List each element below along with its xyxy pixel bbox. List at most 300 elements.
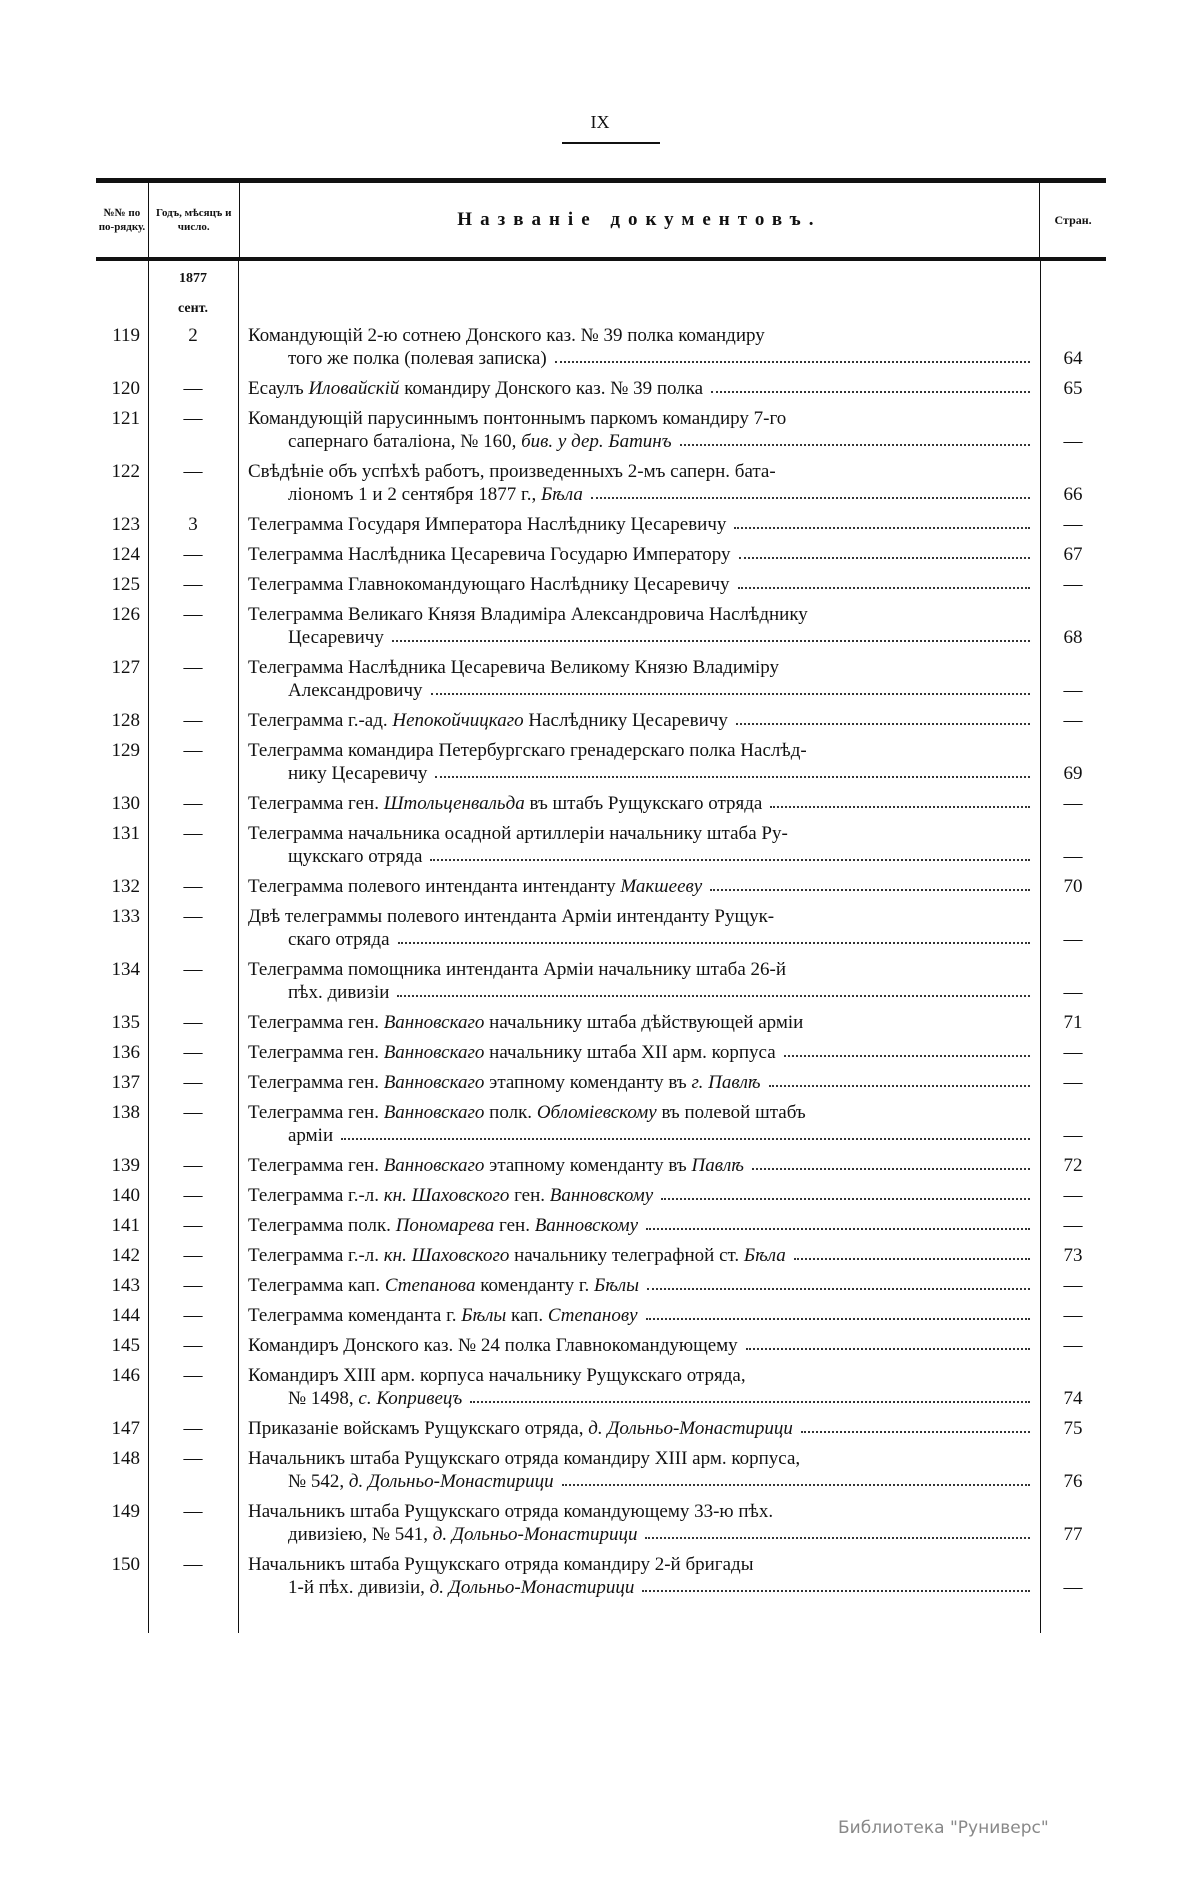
text-segment: Телеграмма полевого интенданта интенданту	[248, 876, 621, 897]
header-date: Годъ, мѣсяцъ и число.	[149, 183, 240, 257]
italic-name: Ванновскаго	[383, 1012, 485, 1033]
header-title: Названіе документовъ.	[240, 183, 1041, 257]
text-segment: Телеграмма коменданта г.	[248, 1305, 462, 1326]
text-segment: Телеграмма ген.	[248, 1102, 384, 1123]
text-segment: Телеграмма Наслѣдника Цесаревича Великому Князю Владиміру	[248, 657, 780, 678]
text-segment: Телеграмма ген.	[248, 1072, 384, 1093]
dot-leader	[430, 845, 1030, 861]
table-row	[96, 1008, 1106, 1038]
document-title	[238, 1301, 1040, 1331]
row-number: 147	[111, 1418, 140, 1439]
row-page: 70	[1063, 876, 1083, 897]
document-title	[238, 1497, 1040, 1550]
text-segment: пѣх. дивизіи	[288, 982, 390, 1003]
italic-name: Ванновскаго	[383, 1102, 485, 1123]
row-date: —	[183, 604, 203, 625]
italic-name: Бѣла	[540, 484, 583, 505]
row-date: —	[183, 461, 203, 482]
title-line	[248, 958, 1030, 981]
table-row	[96, 1068, 1106, 1098]
text-segment: Командующій 2-ю сотнею Донского каз. № 39 полка командиру	[248, 325, 765, 346]
title-line	[248, 1214, 1030, 1237]
text-segment: Телеграмма ген.	[248, 793, 384, 814]
title-line	[248, 709, 1030, 732]
table-row	[96, 510, 1106, 540]
row-date: —	[183, 710, 203, 731]
row-date: —	[183, 1275, 203, 1296]
italic-name: Пономарева	[395, 1215, 495, 1236]
row-number: 128	[111, 710, 140, 731]
text-segment: нику Цесаревичу	[288, 763, 428, 784]
title-line	[248, 679, 1030, 702]
title-line	[248, 1304, 1030, 1327]
text-segment: 1-й пѣх. дивизіи,	[288, 1577, 430, 1598]
table-row	[96, 1331, 1106, 1361]
row-date: —	[183, 1448, 203, 1469]
title-line	[248, 1523, 1030, 1546]
row-page: —	[1063, 1335, 1083, 1356]
title-line	[248, 1470, 1030, 1493]
row-page: —	[1063, 1125, 1083, 1146]
document-title	[238, 706, 1040, 736]
row-number: 137	[111, 1072, 140, 1093]
row-date: —	[183, 823, 203, 844]
italic-name: Бѣлы	[594, 1275, 640, 1296]
row-number: 143	[111, 1275, 140, 1296]
text-segment: Телеграмма ген.	[248, 1155, 384, 1176]
row-page: —	[1063, 1185, 1083, 1206]
title-line	[248, 460, 1030, 483]
row-date: —	[183, 1102, 203, 1123]
text-segment: Приказаніе войскамъ Рущукскаго отряда,	[248, 1418, 589, 1439]
row-number: 134	[111, 959, 140, 980]
text-segment: начальнику штаба дѣйствующей арміи	[484, 1012, 804, 1033]
text-segment: этапному коменданту въ	[484, 1072, 692, 1093]
text-segment: Двѣ телеграммы полевого интенданта Арміи интенданту Рущук-	[248, 906, 775, 927]
text-segment: щукскаго отряда	[288, 846, 423, 867]
table-body	[96, 261, 1106, 1633]
document-title	[238, 457, 1040, 510]
row-number: 119	[112, 325, 140, 346]
italic-name: Бѣла	[743, 1245, 786, 1266]
column-divider	[238, 261, 239, 1633]
row-number: 136	[111, 1042, 140, 1063]
text-segment: Командиръ XIII арм. корпуса начальнику Рущукскаго отряда,	[248, 1365, 746, 1386]
row-page: 76	[1063, 1471, 1083, 1492]
row-number: 126	[111, 604, 140, 625]
row-number: 120	[111, 378, 140, 399]
row-page: —	[1063, 1215, 1083, 1236]
italic-name: Ванновскому	[549, 1185, 654, 1206]
title-line	[248, 483, 1030, 506]
row-date: —	[183, 1305, 203, 1326]
title-line	[248, 1071, 1030, 1094]
row-number: 129	[111, 740, 140, 761]
row-number: 130	[111, 793, 140, 814]
title-line	[248, 822, 1030, 845]
italic-name: Обломіевскому	[536, 1102, 657, 1123]
text-segment: Телеграмма помощника интенданта Арміи начальнику штаба 26-й	[248, 959, 786, 980]
text-segment: Телеграмма кап.	[248, 1275, 385, 1296]
italic-name: Ванновскаго	[383, 1042, 485, 1063]
text-segment: полк.	[484, 1102, 537, 1123]
text-segment: Начальникъ штаба Рущукскаго отряда командиру 2-й бригады	[248, 1554, 754, 1575]
dot-leader	[647, 1274, 1030, 1290]
text-segment: Телеграмма г.-ад.	[248, 710, 393, 731]
contents-table	[96, 178, 1106, 1633]
row-date: —	[183, 906, 203, 927]
dot-leader	[770, 792, 1030, 808]
row-page: 64	[1063, 348, 1083, 369]
title-line	[248, 739, 1030, 762]
row-date: —	[183, 378, 203, 399]
title-line	[248, 875, 1030, 898]
row-page: 65	[1063, 378, 1083, 399]
row-page: 69	[1063, 763, 1083, 784]
title-line	[248, 1274, 1030, 1297]
text-segment: въ штабъ Рущукскаго отряда	[524, 793, 763, 814]
document-title	[238, 902, 1040, 955]
dot-leader	[746, 1334, 1030, 1350]
row-number: 146	[111, 1365, 140, 1386]
row-page: —	[1063, 680, 1083, 701]
title-line	[248, 573, 1030, 596]
text-segment: Свѣдѣніе объ успѣхѣ работъ, произведенныхъ 2-мъ саперн. бата-	[248, 461, 776, 482]
title-line	[248, 656, 1030, 679]
dot-leader	[392, 626, 1030, 642]
row-number: 148	[111, 1448, 140, 1469]
title-line	[248, 1500, 1030, 1523]
document-title	[238, 1098, 1040, 1151]
column-divider	[148, 261, 149, 1633]
table-header	[96, 183, 1106, 261]
row-number: 123	[111, 514, 140, 535]
text-segment: Наслѣднику Цесаревичу	[523, 710, 728, 731]
document-title	[238, 1038, 1040, 1068]
row-date: 2	[188, 325, 198, 346]
title-line	[248, 1447, 1030, 1470]
title-line	[248, 1387, 1030, 1410]
text-segment: арміи	[288, 1125, 334, 1146]
dot-leader	[435, 762, 1030, 778]
text-segment: Командиръ Донского каз. № 24 полка Главнокомандующему	[248, 1335, 738, 1356]
row-date: —	[183, 1501, 203, 1522]
title-line	[248, 981, 1030, 1004]
title-line	[248, 626, 1030, 649]
month: сент.	[178, 301, 208, 316]
dot-leader	[738, 573, 1030, 589]
title-line	[248, 1553, 1030, 1576]
italic-name: д. Дольньо-Монастирици	[348, 1471, 554, 1492]
row-page: —	[1063, 929, 1083, 950]
row-date: —	[183, 544, 203, 565]
row-page: —	[1063, 574, 1083, 595]
document-title	[238, 1008, 1040, 1038]
row-number: 121	[111, 408, 140, 429]
italic-name: Ванновскаго	[383, 1155, 485, 1176]
text-segment: Телеграмма Государя Императора Наслѣднику Цесаревичу	[248, 514, 727, 535]
dot-leader	[562, 1470, 1030, 1486]
row-number: 150	[111, 1554, 140, 1575]
title-line	[248, 1154, 1030, 1177]
table-row	[96, 706, 1106, 736]
document-title	[238, 1550, 1040, 1603]
table-row	[96, 955, 1106, 1008]
document-title	[238, 1444, 1040, 1497]
title-line	[248, 1364, 1030, 1387]
italic-name: Штольценвальда	[383, 793, 525, 814]
row-page: 77	[1063, 1524, 1083, 1545]
document-title	[238, 1181, 1040, 1211]
row-number: 133	[111, 906, 140, 927]
text-segment: ліономъ 1 и 2 сентября 1877 г.,	[288, 484, 541, 505]
text-segment: Командующій парусиннымъ понтоннымъ паркомъ командиру 7-го	[248, 408, 787, 429]
document-title	[238, 404, 1040, 457]
text-segment: Телеграмма командира Петербургскаго гренадерскаго полка Наслѣд-	[248, 740, 807, 761]
dot-leader	[646, 1304, 1030, 1320]
document-title	[238, 540, 1040, 570]
document-title	[238, 1151, 1040, 1181]
title-line	[248, 1576, 1030, 1599]
title-line	[248, 377, 1030, 400]
year: 1877	[179, 271, 207, 286]
table-row	[96, 1414, 1106, 1444]
table-row	[96, 902, 1106, 955]
italic-name: г. Павлѣ	[691, 1072, 761, 1093]
row-number: 125	[111, 574, 140, 595]
dot-leader	[794, 1244, 1030, 1260]
italic-name: бив. у дер. Батинъ	[521, 431, 672, 452]
title-line	[248, 1417, 1030, 1440]
dot-leader	[642, 1576, 1030, 1592]
row-page: 75	[1063, 1418, 1083, 1439]
text-segment: Александровичу	[288, 680, 423, 701]
watermark: Библиотека "Руниверс"	[838, 1818, 1049, 1838]
row-number: 141	[111, 1215, 140, 1236]
dot-leader	[711, 377, 1030, 393]
dot-leader	[801, 1417, 1030, 1433]
table-row	[96, 570, 1106, 600]
dot-leader	[752, 1154, 1030, 1170]
row-number: 124	[111, 544, 140, 565]
month-row	[96, 291, 1106, 321]
table-row	[96, 1444, 1106, 1497]
dot-leader	[769, 1071, 1030, 1087]
title-line	[248, 324, 1030, 347]
title-line	[248, 845, 1030, 868]
document-title	[238, 1241, 1040, 1271]
italic-name: Макшееву	[620, 876, 703, 897]
title-line	[248, 792, 1030, 815]
table-row	[96, 1550, 1106, 1603]
row-date: —	[183, 1185, 203, 1206]
text-segment: ген.	[509, 1185, 550, 1206]
row-date: —	[183, 657, 203, 678]
row-page: 74	[1063, 1388, 1083, 1409]
document-title	[238, 1414, 1040, 1444]
text-segment: Цесаревичу	[288, 627, 384, 648]
year-row	[96, 261, 1106, 291]
dot-leader	[710, 875, 1030, 891]
row-page: —	[1063, 710, 1083, 731]
text-segment: Телеграмма начальника осадной артиллеріи начальнику штаба Ру-	[248, 823, 788, 844]
row-number: 122	[111, 461, 140, 482]
title-line	[248, 347, 1030, 370]
text-segment: Телеграмма Наслѣдника Цесаревича Государю Императору	[248, 544, 731, 565]
italic-name: с. Копривецъ	[358, 1388, 463, 1409]
dot-leader	[431, 679, 1030, 695]
title-line	[248, 762, 1030, 785]
row-number: 138	[111, 1102, 140, 1123]
title-line	[248, 603, 1030, 626]
title-line	[248, 513, 1030, 536]
document-title	[238, 955, 1040, 1008]
row-date: —	[183, 1554, 203, 1575]
table-row	[96, 819, 1106, 872]
row-page: —	[1063, 1072, 1083, 1093]
table-row	[96, 1241, 1106, 1271]
table-row	[96, 736, 1106, 789]
text-segment: Телеграмма ген.	[248, 1012, 384, 1033]
title-line	[248, 928, 1030, 951]
title-line	[248, 1011, 1030, 1034]
table-row	[96, 1301, 1106, 1331]
title-line	[248, 430, 1030, 453]
table-row	[96, 1361, 1106, 1414]
row-page: —	[1063, 982, 1083, 1003]
italic-name: Ванновскаго	[383, 1072, 485, 1093]
title-line	[248, 1101, 1030, 1124]
italic-name: д. Дольньо-Монастирици	[432, 1524, 638, 1545]
text-segment: Начальникъ штаба Рущукскаго отряда командующему 33-ю пѣх.	[248, 1501, 774, 1522]
italic-name: д. Дольньо-Монастирици	[429, 1577, 635, 1598]
row-page: —	[1063, 1275, 1083, 1296]
table-row	[96, 540, 1106, 570]
table-row	[96, 872, 1106, 902]
table-row	[96, 1151, 1106, 1181]
italic-name: Бѣлы	[461, 1305, 507, 1326]
table-row	[96, 321, 1106, 374]
row-number: 144	[111, 1305, 140, 1326]
row-date: —	[183, 959, 203, 980]
italic-name: кн. Шаховского	[383, 1245, 510, 1266]
row-date: —	[183, 1215, 203, 1236]
row-date: —	[183, 1418, 203, 1439]
row-page: —	[1063, 793, 1083, 814]
row-date: —	[183, 1335, 203, 1356]
text-segment: № 542,	[288, 1471, 349, 1492]
italic-name: Иловайскій	[308, 378, 400, 399]
document-title	[238, 321, 1040, 374]
row-page: —	[1063, 1042, 1083, 1063]
document-title	[238, 1331, 1040, 1361]
row-page: —	[1063, 431, 1083, 452]
row-page: 71	[1063, 1012, 1083, 1033]
page-number-rule	[562, 142, 660, 144]
document-title	[238, 570, 1040, 600]
row-date: 3	[188, 514, 198, 535]
row-date: —	[183, 1245, 203, 1266]
text-segment: начальнику телеграфной ст.	[509, 1245, 744, 1266]
row-page: 72	[1063, 1155, 1083, 1176]
italic-name: Павлѣ	[691, 1155, 744, 1176]
row-date: —	[183, 740, 203, 761]
dot-leader	[734, 513, 1030, 529]
title-line	[248, 1124, 1030, 1147]
row-date: —	[183, 574, 203, 595]
title-line	[248, 1041, 1030, 1064]
column-divider	[1040, 261, 1041, 1633]
dot-leader	[646, 1214, 1030, 1230]
row-page: 73	[1063, 1245, 1083, 1266]
table-row	[96, 1038, 1106, 1068]
text-segment: ген.	[494, 1215, 535, 1236]
row-page: 67	[1063, 544, 1083, 565]
document-title	[238, 600, 1040, 653]
text-segment: сапернаго баталіона, № 160,	[288, 431, 522, 452]
text-segment: № 1498,	[288, 1388, 359, 1409]
text-segment: коменданту г.	[475, 1275, 594, 1296]
row-number: 140	[111, 1185, 140, 1206]
italic-name: Степанова	[384, 1275, 476, 1296]
document-title	[238, 1211, 1040, 1241]
italic-name: Степанову	[547, 1305, 638, 1326]
document-title	[238, 1068, 1040, 1098]
row-date: —	[183, 1072, 203, 1093]
title-line	[248, 1334, 1030, 1357]
text-segment: командиру Донского каз. № 39 полка	[399, 378, 704, 399]
row-number: 131	[111, 823, 140, 844]
dot-leader	[470, 1387, 1030, 1403]
dot-leader	[555, 347, 1030, 363]
row-page: 68	[1063, 627, 1083, 648]
row-date: —	[183, 1012, 203, 1033]
text-segment: дивизіею, № 541,	[288, 1524, 433, 1545]
title-line	[248, 407, 1030, 430]
dot-leader	[739, 543, 1030, 559]
dot-leader	[736, 709, 1030, 725]
row-number: 132	[111, 876, 140, 897]
table-row	[96, 789, 1106, 819]
row-date: —	[183, 1365, 203, 1386]
title-line	[248, 905, 1030, 928]
row-number: 145	[111, 1335, 140, 1356]
document-title	[238, 819, 1040, 872]
row-page: —	[1063, 1305, 1083, 1326]
text-segment: Телеграмма г.-л.	[248, 1245, 384, 1266]
table-row	[96, 457, 1106, 510]
page-number: IX	[590, 112, 610, 132]
text-segment: Начальникъ штаба Рущукскаго отряда командиру XIII арм. корпуса,	[248, 1448, 801, 1469]
text-segment: Телеграмма полк.	[248, 1215, 396, 1236]
row-number: 142	[111, 1245, 140, 1266]
text-segment: Есаулъ	[248, 378, 309, 399]
dot-leader	[398, 928, 1030, 944]
table-row	[96, 1098, 1106, 1151]
italic-name: кн. Шаховского	[383, 1185, 510, 1206]
document-title	[238, 872, 1040, 902]
text-segment: Телеграмма Великаго Князя Владиміра Александровича Наслѣднику	[248, 604, 808, 625]
row-number: 149	[111, 1501, 140, 1522]
document-title	[238, 789, 1040, 819]
text-segment: Телеграмма ген.	[248, 1042, 384, 1063]
table-row	[96, 1211, 1106, 1241]
row-date: —	[183, 876, 203, 897]
row-number: 135	[111, 1012, 140, 1033]
table-row	[96, 1497, 1106, 1550]
text-segment: Телеграмма Главнокомандующаго Наслѣднику Цесаревичу	[248, 574, 730, 595]
header-number: №№ по по-рядку.	[96, 183, 149, 257]
